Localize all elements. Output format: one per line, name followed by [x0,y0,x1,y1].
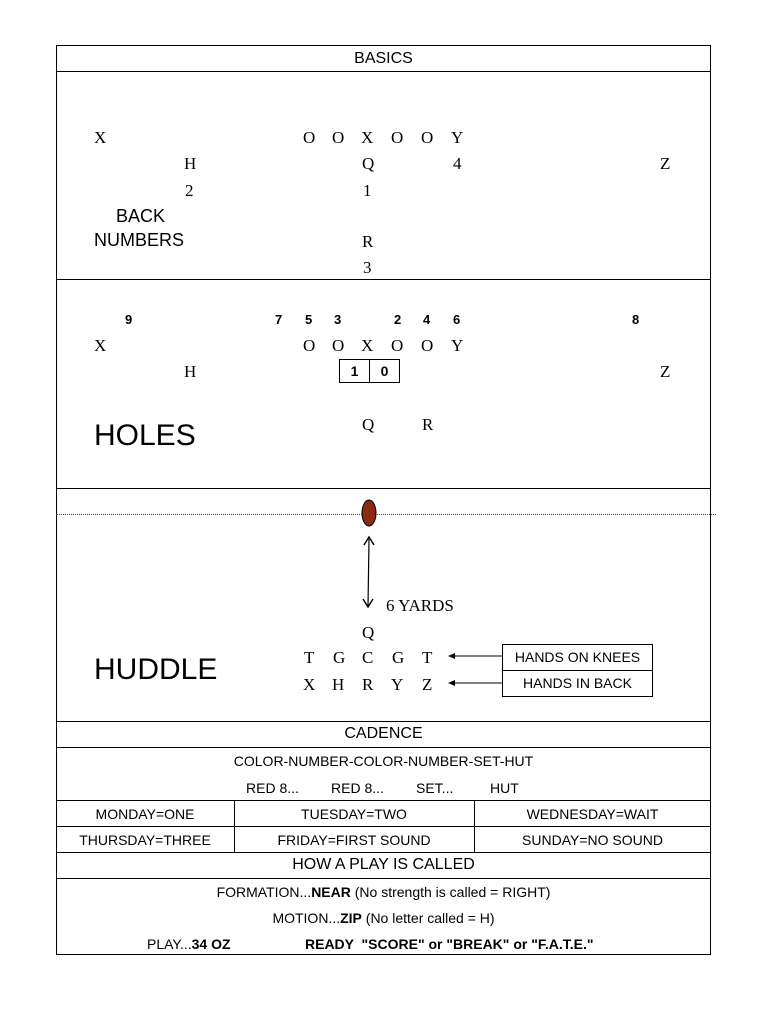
divider [56,488,711,489]
back-number-2: 2 [185,181,194,200]
divider [56,800,711,801]
play-called-header: HOW A PLAY IS CALLED [292,856,475,873]
formation-prefix: FORMATION... [216,884,312,900]
day-cell: MONDAY=ONE [95,806,195,822]
player-o: O [332,128,345,147]
ready-line: READY "SCORE" or "BREAK" or "F.A.T.E." [305,936,594,952]
lineman-g: G [392,648,405,667]
huddle-label: HUDDLE [94,653,218,686]
hole-number: 8 [632,312,640,327]
cadence-step: SET... [416,780,454,796]
divider [56,71,711,72]
day-cell: SUNDAY=NO SOUND [522,832,663,848]
player-o: O [391,336,404,355]
lineman-g: G [333,648,346,667]
player-r: R [422,415,434,434]
play-prefix: PLAY... [147,936,192,952]
player-y: Y [451,128,464,147]
label-line: BACK [116,206,166,226]
player-o: O [421,128,434,147]
arrow-left-icon [448,653,455,659]
player-y: Y [391,675,404,694]
hole-number: 3 [334,312,342,327]
holes-label: HOLES [94,419,196,452]
divider [56,721,711,722]
day-cell: TUESDAY=TWO [301,806,407,822]
hole-number: 6 [453,312,461,327]
player-x: X [94,336,107,355]
divider [56,826,711,827]
player-q: Q [362,623,375,642]
player-x: X [361,336,374,355]
motion-line [56,910,711,926]
play-line [147,936,231,952]
motion-value: ZIP [340,910,362,926]
formation-value: NEAR [311,884,351,900]
hole-number: 2 [394,312,402,327]
cadence-step: RED 8... [331,780,384,796]
divider [56,279,711,280]
ball-arrow-diagram [350,495,390,615]
lineman-t: T [422,648,433,667]
player-q: Q [362,154,375,173]
day-cell: THURSDAY=THREE [79,832,211,848]
player-h: H [184,154,197,173]
motion-prefix: MOTION... [272,910,341,926]
cadence-formula: COLOR-NUMBER-COLOR-NUMBER-SET-HUT [233,753,534,769]
player-h: H [332,675,345,694]
hole-number: 9 [125,312,133,327]
label-line: NUMBERS [94,230,185,250]
player-q: Q [362,415,375,434]
divider [56,852,711,853]
hole-box-1: 1 [339,359,370,383]
player-o: O [391,128,404,147]
hole-number: 4 [423,312,431,327]
play-value: 34 OZ [191,936,231,952]
player-x: X [94,128,107,147]
hole-number: 7 [275,312,283,327]
pointer-arrows [446,650,506,690]
player-y: Y [451,336,464,355]
formation-line [56,884,711,900]
hands-in-back-note: HANDS IN BACK [502,670,653,697]
hands-on-knees-note: HANDS ON KNEES [502,644,653,671]
player-h: H [184,362,197,381]
divider [56,747,711,748]
player-o: O [303,336,316,355]
player-x: X [361,128,374,147]
cadence-header: CADENCE [344,725,423,742]
player-z: Z [660,154,671,173]
distance-line [368,539,369,607]
distance-label: 6 YARDS [386,596,454,615]
lineman-t: T [304,648,315,667]
lineman-c: C [362,648,374,667]
player-z: Z [422,675,433,694]
player-o: O [303,128,316,147]
cadence-step: RED 8... [246,780,299,796]
day-cell: WEDNESDAY=WAIT [526,806,659,822]
player-r: R [362,232,374,251]
day-cell: FRIDAY=FIRST SOUND [277,832,431,848]
motion-note: (No letter called = H) [361,910,495,926]
player-z: Z [660,362,671,381]
arrow-left-icon [448,680,455,686]
back-numbers-label [94,204,204,252]
cadence-step: HUT [490,780,519,796]
back-number-3: 3 [363,258,372,277]
player-o: O [421,336,434,355]
basics-header: BASICS [354,50,413,67]
player-r: R [362,675,374,694]
player-o: O [332,336,345,355]
hole-box-0: 0 [369,359,400,383]
formation-note: (No strength is called = RIGHT) [350,884,551,900]
football-icon [362,500,376,526]
divider [56,878,711,879]
player-x: X [303,675,316,694]
back-number-4: 4 [453,154,462,173]
hole-number: 5 [305,312,313,327]
back-number-1: 1 [363,181,372,200]
